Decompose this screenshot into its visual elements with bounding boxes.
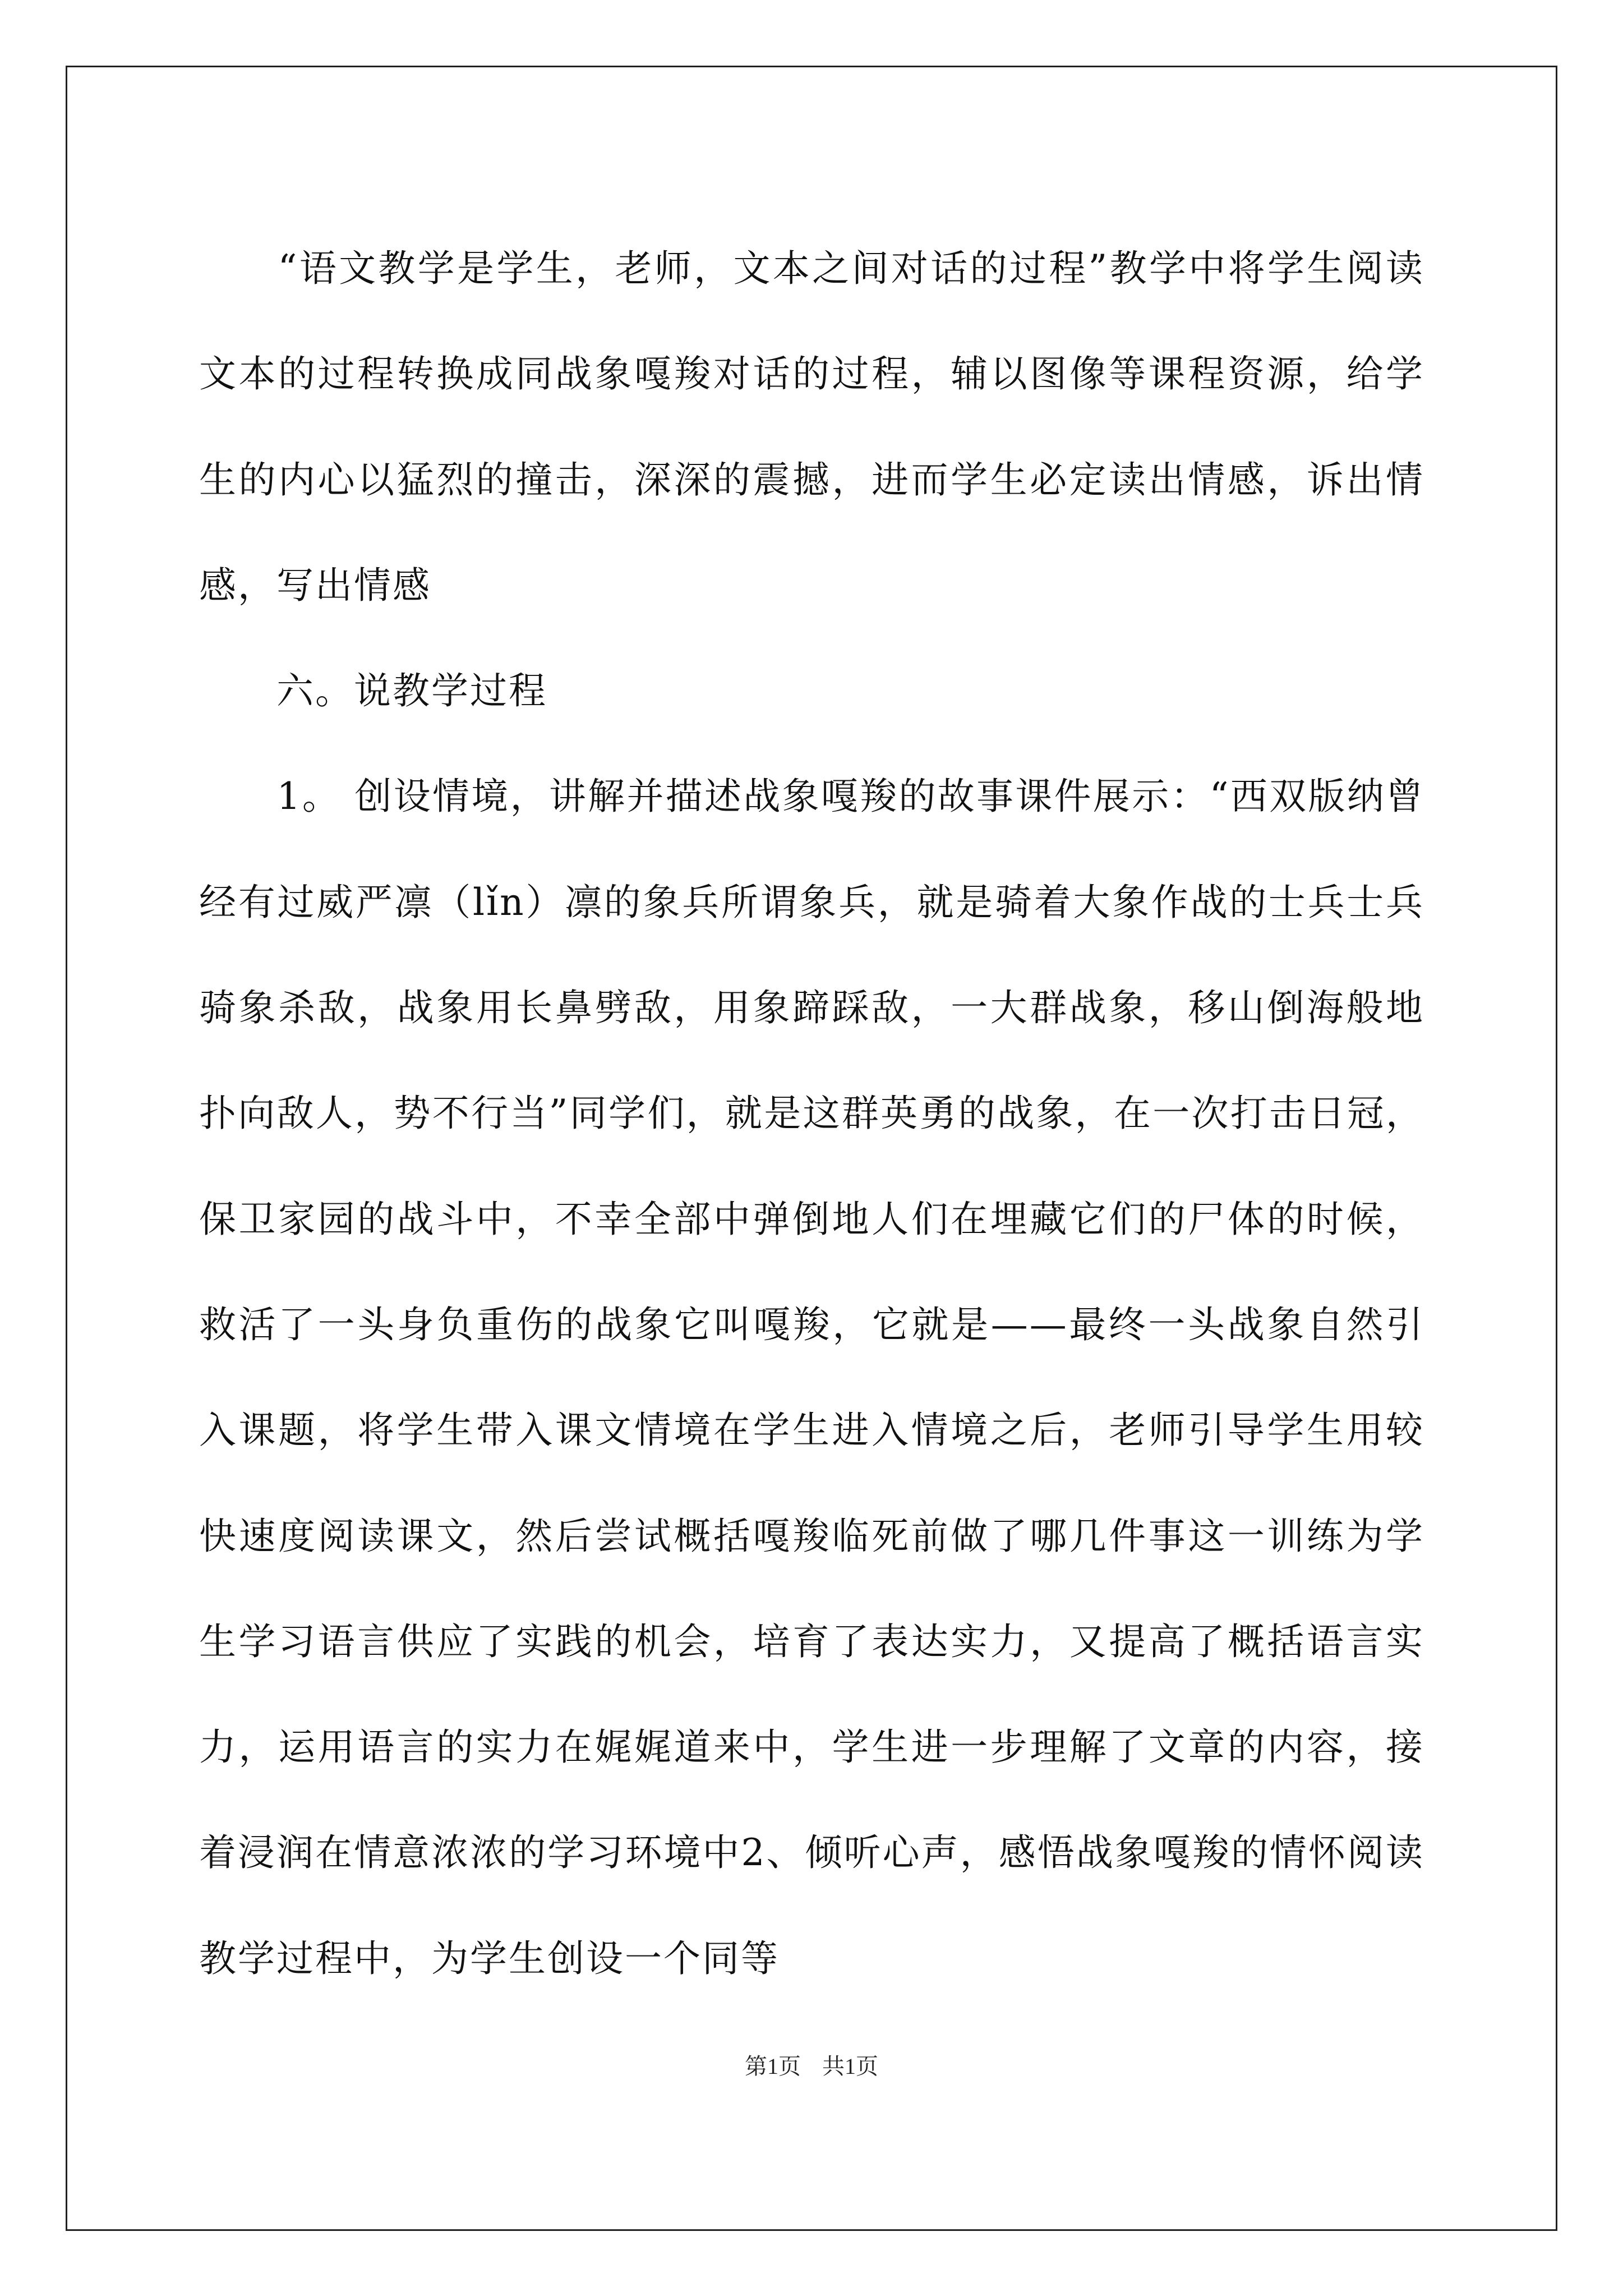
page-footer: [0, 2052, 1623, 2081]
paragraph-step-1: 1。 创设情境，讲解并描述战象嘎羧的故事课件展示：“西双版纳曾经有过威严凛（lǐn）凛的象兵所谓象兵，就是骑着大象作战的士兵士兵骑象杀敌，战象用长鼻劈敌，用象蹄踩敌，一大群战象，移山倒海般地扑向敌人，势不行当”同学们，就是这群英勇的战象，在一次打击日冠，保卫家园的战斗中，不幸全部中弹倒地人们在埋藏它们的尸体的时候，救活了一头身负重伤的战象它叫嘎羧，它就是——最终一头战象自然引入课题，将学生带入课文情境在学生进入情境之后，老师引导学生用较快速度阅读课文，然后尝试概括嘎羧临死前做了哪几件事这一训练为学生学习语言供应了实践的机会，培育了表达实力，又提高了概括语言实力，运用语言的实力在娓娓道来中，学生进一步理解了文章的内容，接着浸润在情意浓浓的学习环境中2、倾听心声，感悟战象嘎羧的情怀阅读教学过程中，为学生创设一个同等: [199, 775, 1424, 1980]
section-heading: 六。说教学过程: [199, 669, 547, 713]
document-body: [199, 216, 1424, 2012]
paragraph-intro: “语文教学是学生，老师，文本之间对话的过程”教学中将学生阅读文本的过程转换成同战象嘎羧对话的过程，辅以图像等课程资源，给学生的内心以猛烈的撞击，深深的震撼，进而学生必定读出情感，诉出情感，写出情感: [199, 247, 1424, 607]
page-total: 共1页: [822, 2054, 878, 2079]
page-number: 第1页: [745, 2054, 801, 2079]
